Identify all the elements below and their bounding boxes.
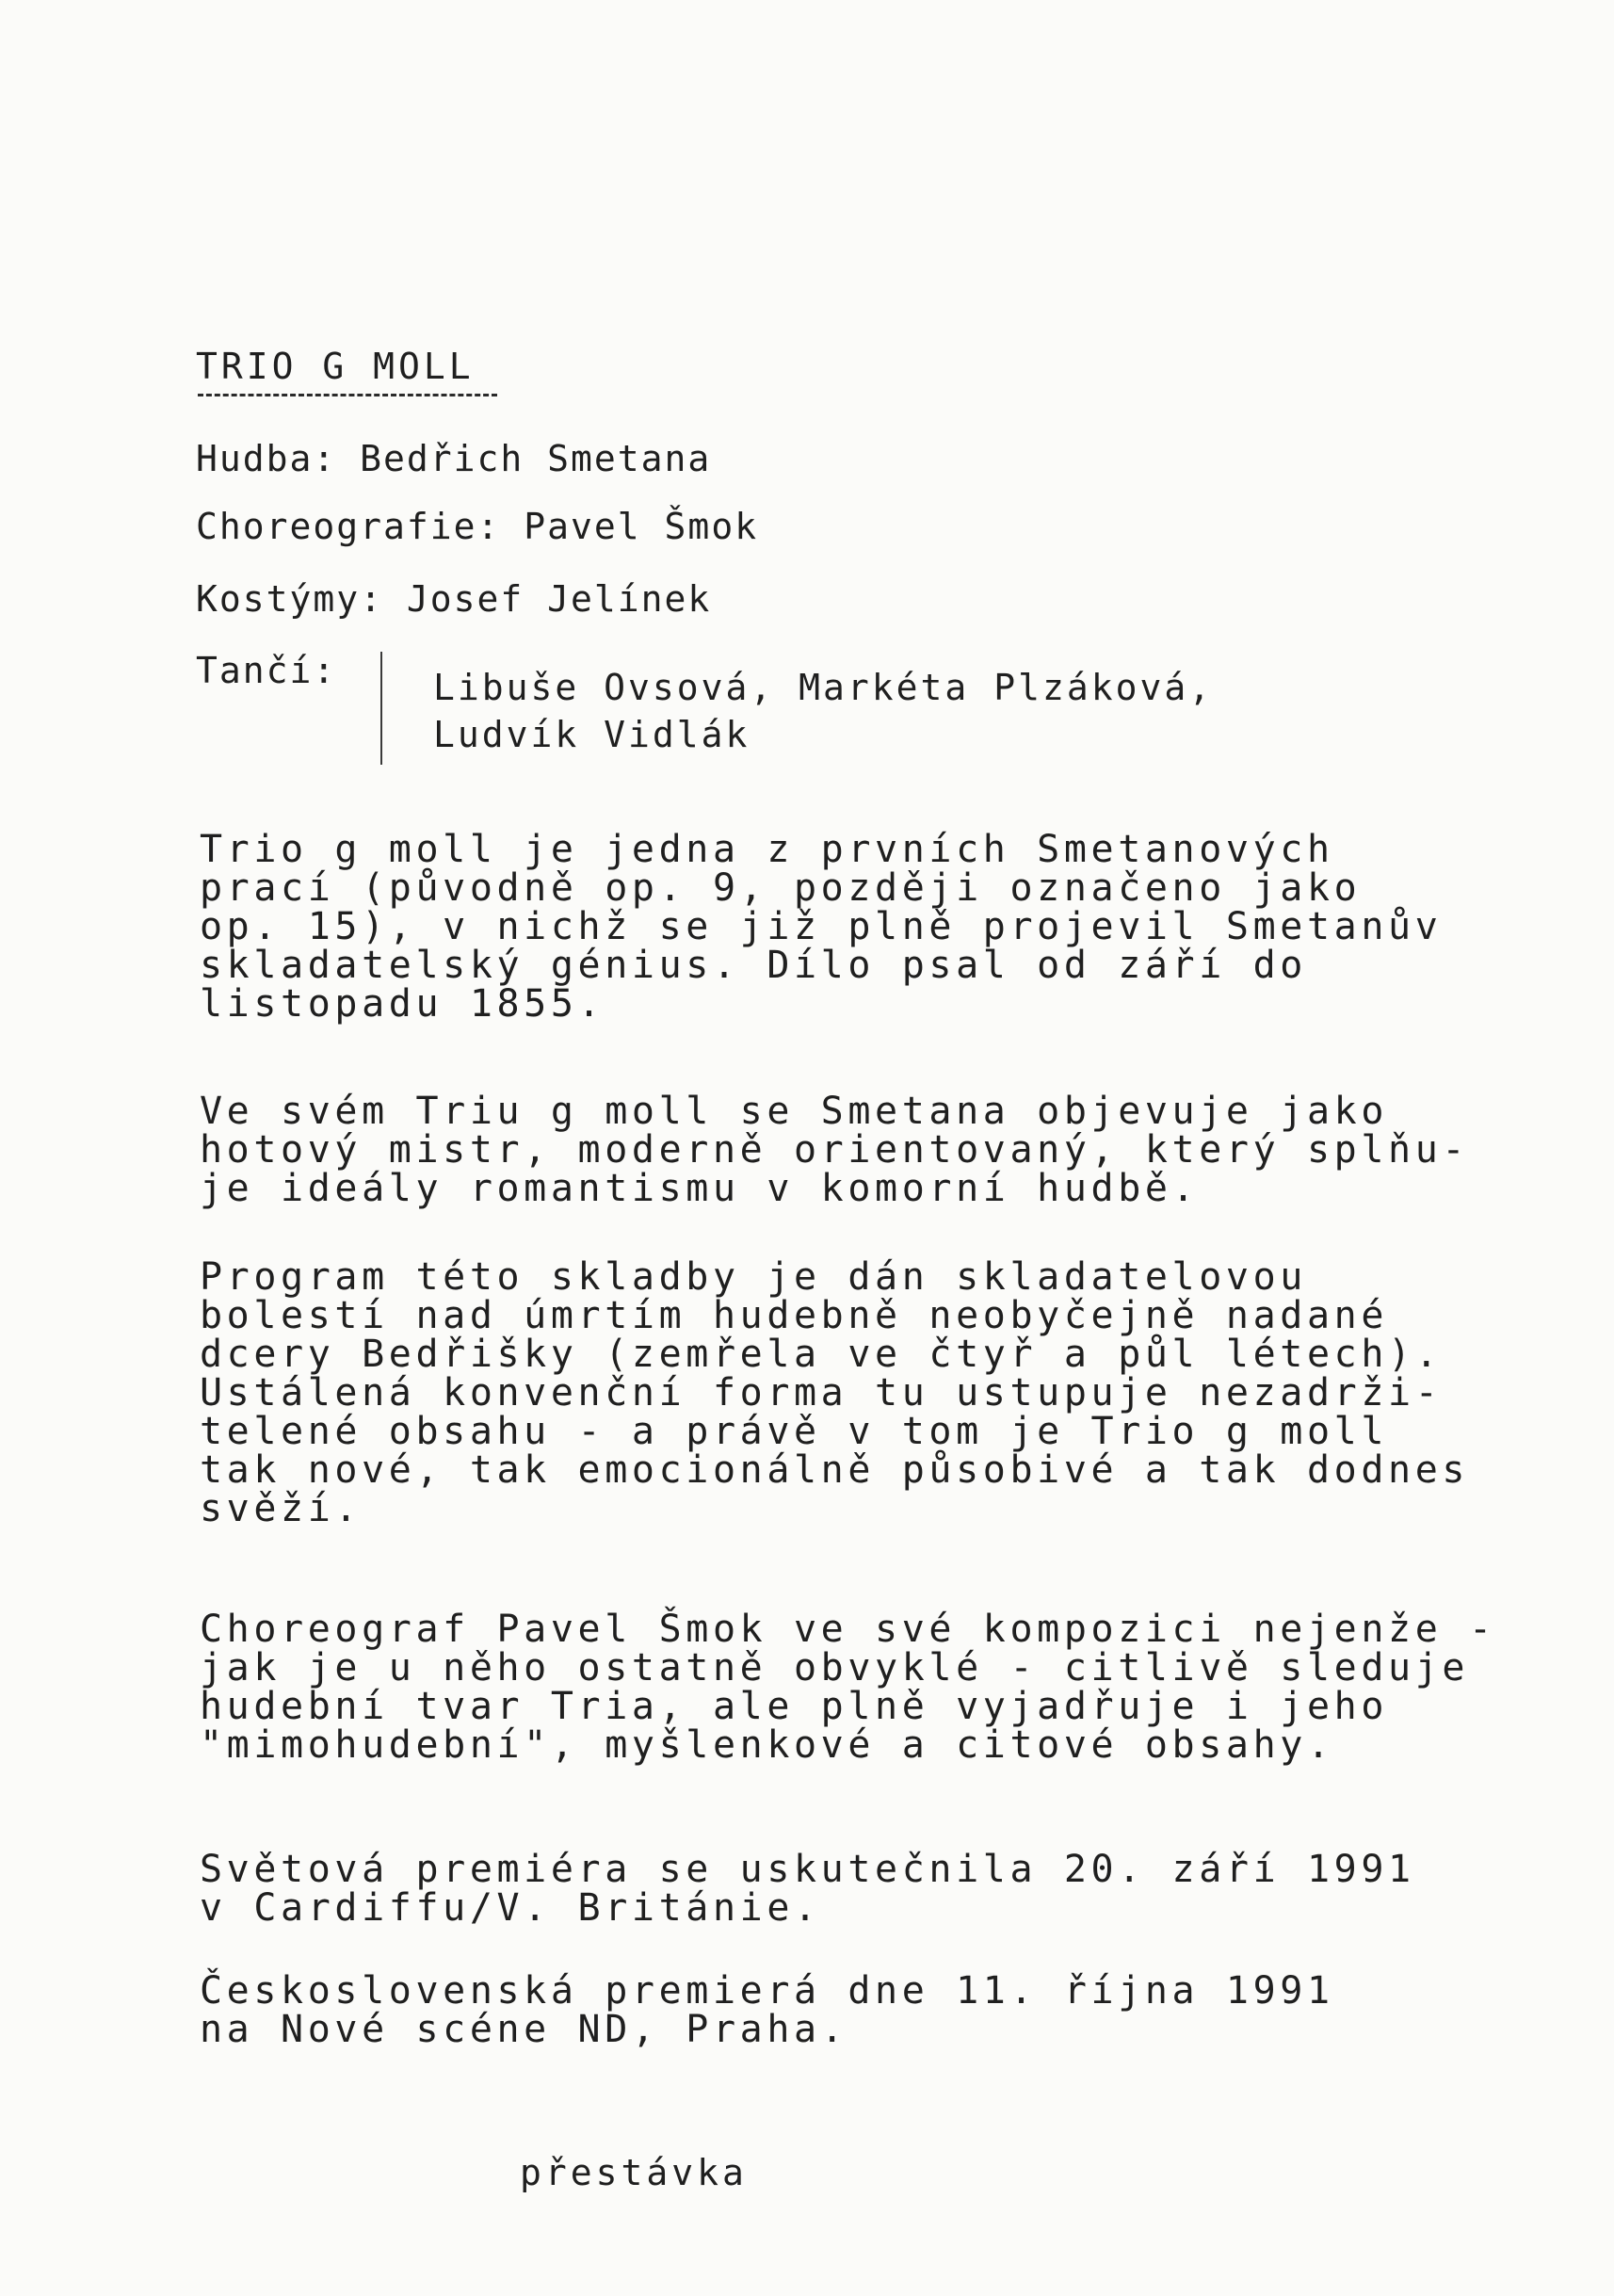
paragraph-line: Ve svém Triu g moll se Smetana objevuje jako: [200, 1090, 1389, 1133]
title-dashed-underline: [198, 394, 497, 396]
paragraph-line: prací (původně op. 9, později označeno jako: [200, 866, 1362, 910]
dancers-line: Ludvík Vidlák: [433, 714, 751, 755]
paragraph-line: telené obsahu - a právě v tom je Trio g moll: [200, 1410, 1389, 1453]
paragraph-czechoslovak-premiere: [200, 1969, 1334, 2051]
paragraph-line: Trio g moll je jedna z prvních Smetanových: [200, 828, 1334, 871]
intermission-note: přestávka: [520, 2152, 748, 2193]
paragraph-line: bolestí nad úmrtím hudebně neobyčejně nadané: [200, 1294, 1389, 1337]
paragraph-line: v Cardiffu/V. Británie.: [200, 1886, 821, 1930]
paragraph-line: na Nové scéne ND, Praha.: [200, 2008, 848, 2051]
credit-costumes: Kostýmy: Josef Jelínek: [196, 578, 712, 620]
paragraph-choreographer: [200, 1610, 1496, 1765]
paragraph-line: Světová premiéra se uskutečnila 20. září 1991: [200, 1848, 1415, 1891]
dancers-label: Tančí:: [196, 650, 337, 691]
paragraph-program: [200, 1255, 1470, 1530]
paragraph-line: hotový mistr, moderně orientovaný, který splňu-: [200, 1128, 1470, 1172]
paragraph-line: Československá premierá dne 11. října 1991: [200, 1969, 1334, 2013]
credit-choreography: Choreografie: Pavel Šmok: [196, 506, 759, 547]
paragraph-line: dcery Bedřišky (zemřela ve čtyř a půl létech).: [200, 1333, 1443, 1376]
paragraph-line: Program této skladby je dán skladatelovou: [200, 1255, 1307, 1299]
paragraph-line: hudební tvar Tria, ale plně vyjadřuje i jeho: [200, 1685, 1389, 1728]
paragraph-line: jak je u něho ostatně obvyklé - citlivě sleduje: [200, 1646, 1470, 1690]
paragraph-line: je ideály romantismu v komorní hudbě.: [200, 1167, 1200, 1210]
paragraph-line: "mimohudební", myšlenkové a citové obsahy.: [200, 1723, 1334, 1767]
paragraph-line: op. 15), v nichž se již plně projevil Smetanův: [200, 905, 1443, 948]
paragraph-origin: [200, 828, 1443, 1026]
paragraph-line: tak nové, tak emocionálně působivé a tak dodnes: [200, 1448, 1470, 1492]
credit-music: Hudba: Bedřich Smetana: [196, 438, 712, 479]
dancers-list: [433, 664, 1213, 758]
program-title: TRIO G MOLL: [196, 346, 475, 387]
paragraph-line: Choreograf Pavel Šmok ve své kompozici nejenže -: [200, 1608, 1496, 1651]
paragraph-master: [200, 1092, 1469, 1208]
paragraph-line: Ustálená konvenční forma tu ustupuje nezadrži-: [200, 1371, 1443, 1415]
paragraph-line: skladatelský génius. Dílo psal od září do: [200, 944, 1307, 987]
dancers-bracket-line: [380, 652, 382, 765]
dancers-line: Libuše Ovsová, Markéta Plzáková,: [433, 667, 1214, 708]
paragraph-line: listopadu 1855.: [200, 982, 605, 1026]
paragraph-line: svěží.: [200, 1487, 363, 1530]
paragraph-world-premiere: [200, 1848, 1415, 1930]
